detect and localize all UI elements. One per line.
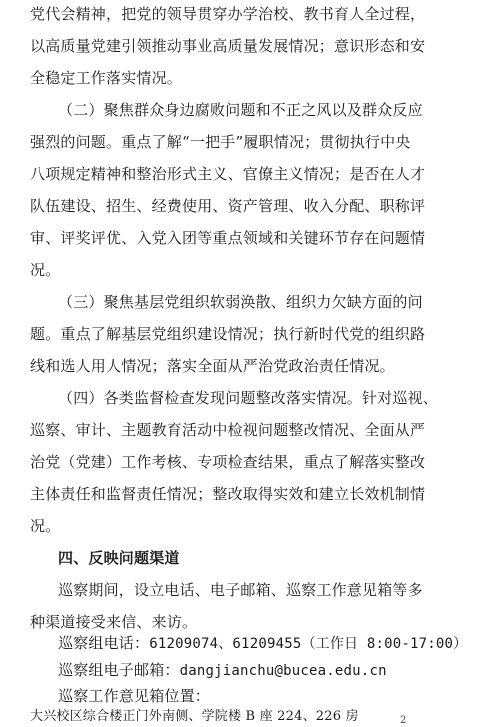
text-line: 八项规定精神和整治形式主义、官僚主义情况；是否在人才 (30, 165, 426, 183)
text-line: 以高质量党建引领推动事业高质量发展情况；意识形态和安 (30, 37, 426, 55)
text-line: 题。重点了解基层党组织建设情况；执行新时代党的组织路 (30, 325, 426, 343)
text-line: 种渠道接受来信、来访。 (30, 613, 198, 631)
section-item-3-title: （三）聚焦基层党组织软弱涣散、组织力欠缺方面的问 (58, 293, 423, 311)
page-number: 2 (400, 715, 407, 726)
section-heading: 四、反映问题渠道 (58, 549, 180, 567)
text-line: 线和选人用人情况；落实全面从严治党政治责任情况。 (30, 357, 395, 375)
email-line (58, 660, 387, 681)
text-line: 巡察期间，设立电话、电子邮箱、巡察工作意见箱等多 (58, 581, 423, 599)
phone-label: 巡察组电话： (58, 634, 150, 652)
text-line: 强烈的问题。重点了解“一把手”履职情况；贯彻执行中央 (30, 133, 411, 151)
phone-line (58, 633, 467, 654)
box-location: 大兴校区综合楼正门外南侧、学院楼 B 座 224、226 房 (30, 709, 359, 724)
section-item-2-title: （二）聚焦群众身边腐败问题和不正之风以及群众反应 (58, 101, 423, 119)
text-line: 队伍建设、招生、经费使用、资产管理、收入分配、职称评 (30, 197, 426, 215)
text-line: 况。 (30, 261, 61, 279)
email-value: dangjianchu@bucea.edu.cn (179, 663, 387, 679)
phone-value: 61209074、61209455（工作日 8:00-17:00） (149, 636, 468, 652)
text-line: 况。 (30, 517, 61, 535)
email-label: 巡察组电子邮箱： (58, 661, 180, 679)
box-label: 巡察工作意见箱位置： (58, 687, 211, 705)
text-line: 全稳定工作落实情况。 (30, 69, 183, 87)
text-line: 党代会精神，把党的领导贯穿办学治校、教书育人全过程， (30, 5, 426, 23)
text-line: 审、评奖评优、入党入团等重点领域和关键环节存在问题情 (30, 229, 426, 247)
text-line: 治党（党建）工作考核、专项检查结果，重点了解落实整改 (30, 453, 426, 471)
section-item-4-title: （四）各类监督检查发现问题整改落实情况。针对巡视、 (58, 389, 439, 407)
text-line: 主体责任和监督责任情况；整改取得实效和建立长效机制情 (30, 485, 426, 503)
text-line: 巡察、审计、主题教育活动中检视问题整改情况、全面从严 (30, 421, 426, 439)
